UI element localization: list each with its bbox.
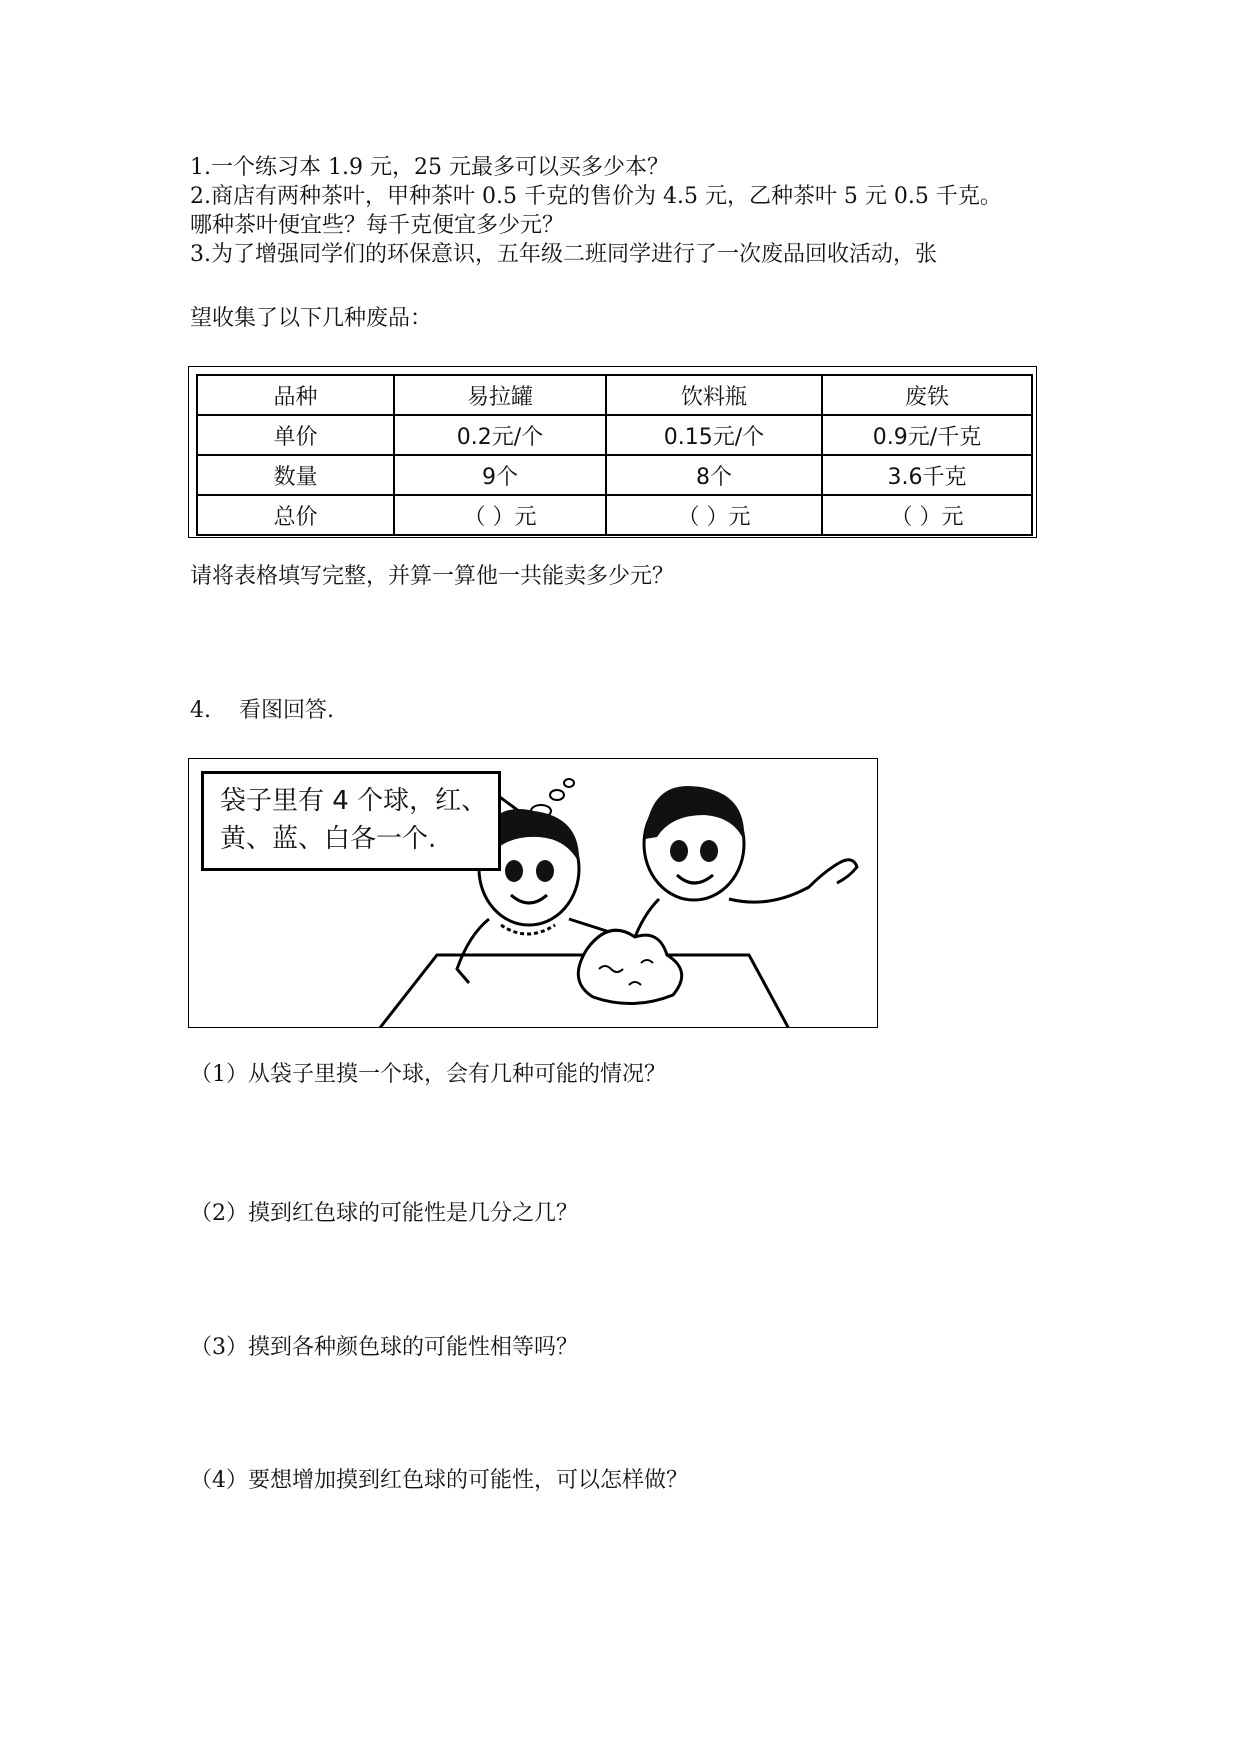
table-cell: 3.6千克 — [822, 455, 1032, 495]
table-cell: 0.15元/个 — [606, 415, 822, 455]
table-cell: 9个 — [394, 455, 606, 495]
bubble-line-2: 黄、蓝、白各一个. — [220, 824, 437, 854]
table-row — [197, 455, 1032, 495]
cartoon-illustration — [188, 758, 878, 1028]
table-row — [197, 415, 1032, 455]
bubble-line-1: 袋子里有 4 个球，红、 — [220, 786, 488, 816]
problem-2-line-2: 哪种茶叶便宜些？每千克便宜多少元？ — [190, 213, 565, 238]
question-3: （3）摸到各种颜色球的可能性相等吗？ — [190, 1335, 578, 1360]
table-cell: 品种 — [197, 375, 394, 415]
table-cell: 数量 — [197, 455, 394, 495]
problem-2-line-1: 2.商店有两种茶叶，甲种茶叶 0.5 千克的售价为 4.5 元，乙种茶叶 5 元 0.5 千克。 — [190, 184, 1002, 209]
problem-3-instruction: 请将表格填写完整，并算一算他一共能卖多少元？ — [190, 564, 675, 589]
table-cell: 总价 — [197, 495, 394, 535]
problem-1: 1.一个练习本 1.9 元，25 元最多可以买多少本？ — [190, 155, 669, 180]
problem-3-line-2: 望收集了以下几种废品： — [190, 306, 433, 331]
question-1: （1）从袋子里摸一个球，会有几种可能的情况？ — [190, 1062, 666, 1087]
question-2: （2）摸到红色球的可能性是几分之几？ — [190, 1201, 578, 1226]
table-row — [197, 495, 1032, 535]
table-cell: （ ）元 — [822, 495, 1032, 535]
table-cell: 单价 — [197, 415, 394, 455]
table-cell: 饮料瓶 — [606, 375, 822, 415]
speech-bubble — [201, 771, 501, 871]
table-cell: 0.9元/千克 — [822, 415, 1032, 455]
problem-4-title: 4. 看图回答. — [190, 698, 334, 723]
table-cell: （ ）元 — [394, 495, 606, 535]
table-cell: （ ）元 — [606, 495, 822, 535]
table-cell: 易拉罐 — [394, 375, 606, 415]
problem-3-line-1: 3.为了增强同学们的环保意识，五年级二班同学进行了一次废品回收活动，张 — [190, 242, 937, 267]
table-cell: 废铁 — [822, 375, 1032, 415]
table-row — [197, 375, 1032, 415]
waste-table — [196, 374, 1033, 536]
question-4: （4）要想增加摸到红色球的可能性，可以怎样做？ — [190, 1468, 688, 1493]
table-cell: 0.2元/个 — [394, 415, 606, 455]
table-cell: 8个 — [606, 455, 822, 495]
